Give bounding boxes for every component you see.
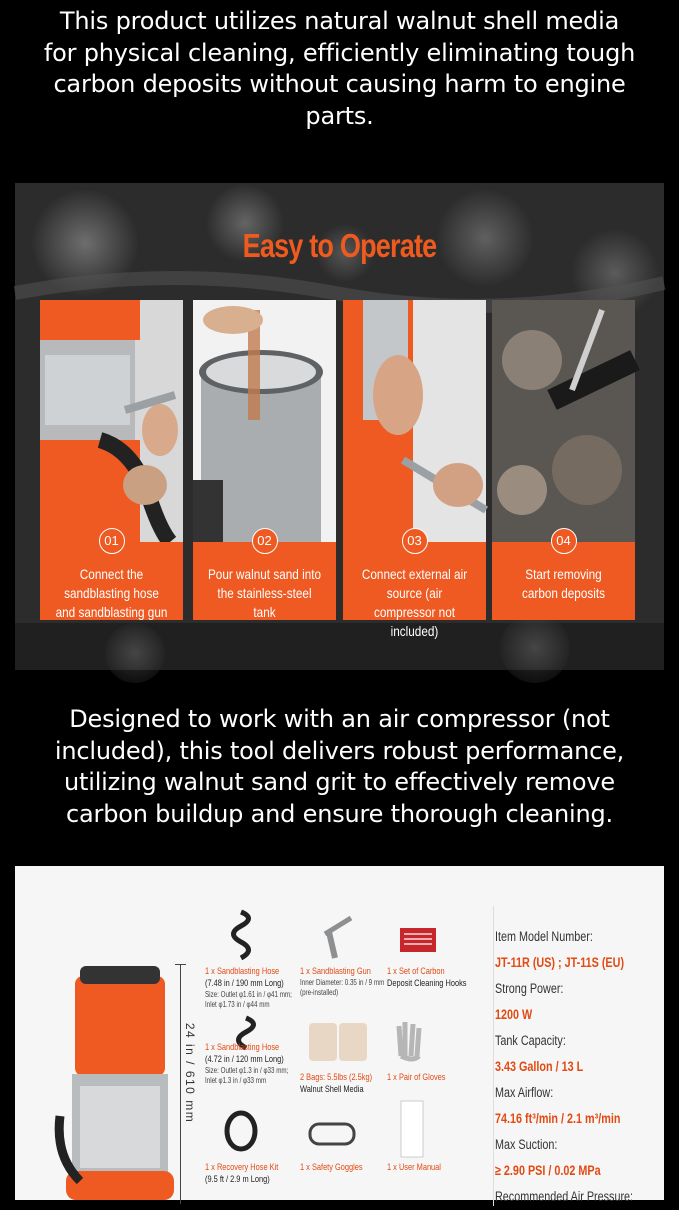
spec-value: 74.16 ft³/min / 2.1 m³/min [495,1111,621,1126]
accessory-hose-long: 1 x Sandblasting Hose (7.48 in / 190 mm Long) Size: Outlet φ1.61 in / φ41 mm; Inlet φ1.73 in / φ44 mm [205,966,292,1009]
hose-long-icon [220,908,262,960]
dimension-line [180,964,181,1204]
step-4-photo [492,300,635,542]
sandblaster-machine-image [60,966,180,1200]
spec-divider [493,906,494,1206]
step-3-photo [343,300,486,542]
spec-label: Strong Power: [495,981,564,996]
spec-value: JT-11R (US) ; JT-11S (EU) [495,955,625,970]
intro-paragraph: This product utilizes natural walnut shell media for physical cleaning, efficiently eliminating tough carbon deposits without causing harm to engine parts. [43,7,636,130]
spec-value: 1200 W [495,1007,533,1022]
accessory-gun: 1 x Sandblasting Gun Inner Diameter: 0.35 in / 9 mm (pre-installed) [300,966,385,997]
spec-label: Recommended Air Pressure: [495,1189,634,1204]
step-card-1 [40,300,183,620]
spec-label: Item Model Number: [495,929,593,944]
package-contents-image [15,866,664,1204]
step-4-number: 04 [551,528,577,554]
accessory-manual: 1 x User Manual [387,1162,441,1173]
accessory-gloves: 1 x Pair of Gloves [387,1072,446,1083]
walnut-media-bags-icon [307,1021,371,1063]
sandblasting-gun-icon [315,914,355,960]
height-dimension: 24 in / 610 mm [183,1022,197,1124]
spec-value: 3.43 Gallon / 13 L [495,1059,584,1074]
safety-goggles-icon [307,1114,357,1156]
gloves-icon [393,1016,435,1062]
operate-title: Easy to Operate [242,227,437,264]
easy-to-operate-image [15,183,664,670]
step-2-number: 02 [252,528,278,554]
accessory-hooks: 1 x Set of Carbon Deposit Cleaning Hooks [387,966,467,989]
spec-value: ≥ 2.90 PSI / 0.02 MPa [495,1163,601,1178]
step-1-label: Connect the sandblasting hose and sandblasting gun [55,566,168,620]
accessory-hose-short: 1 x Sandblasting Hose (4.72 in / 120 mm Long) Size: Outlet φ1.3 in / φ33 mm; Inlet φ1.3 in / φ33 mm [205,1042,289,1085]
accessory-goggles: 1 x Safety Goggles [300,1162,363,1173]
spec-label: Tank Capacity: [495,1033,566,1048]
step-4-label: Start removing carbon deposits [521,566,606,601]
accessory-recovery-hose: 1 x Recovery Hose Kit (9.5 ft / 2.9 m Long) [205,1162,279,1185]
step-2-photo [193,300,336,542]
step-3-label: Connect external air source (air compressor not included) [361,566,468,639]
accessory-media: 2 Bags: 5.5lbs (2.5kg) Walnut Shell Media [300,1072,373,1095]
user-manual-icon [400,1100,424,1158]
step-3-number: 03 [402,528,428,554]
step-2-label: Pour walnut sand into the stainless-steel tank [207,566,322,620]
description-paragraph: Designed to work with an air compressor (not included), this tool delivers robust performance, utilizing walnut sand grit to effectively remove carbon buildup and ensure thorough cleaning. [54,705,625,828]
step-card-3 [343,300,486,639]
specification-list [495,924,655,1210]
step-card-2 [193,300,336,620]
spec-label: Max Airflow: [495,1085,554,1100]
step-1-number: 01 [99,528,125,554]
step-card-4 [492,300,635,620]
recovery-hose-icon [221,1106,263,1156]
cleaning-hooks-icon [400,928,436,952]
step-1-photo [40,300,183,542]
spec-label: Max Suction: [495,1137,558,1152]
